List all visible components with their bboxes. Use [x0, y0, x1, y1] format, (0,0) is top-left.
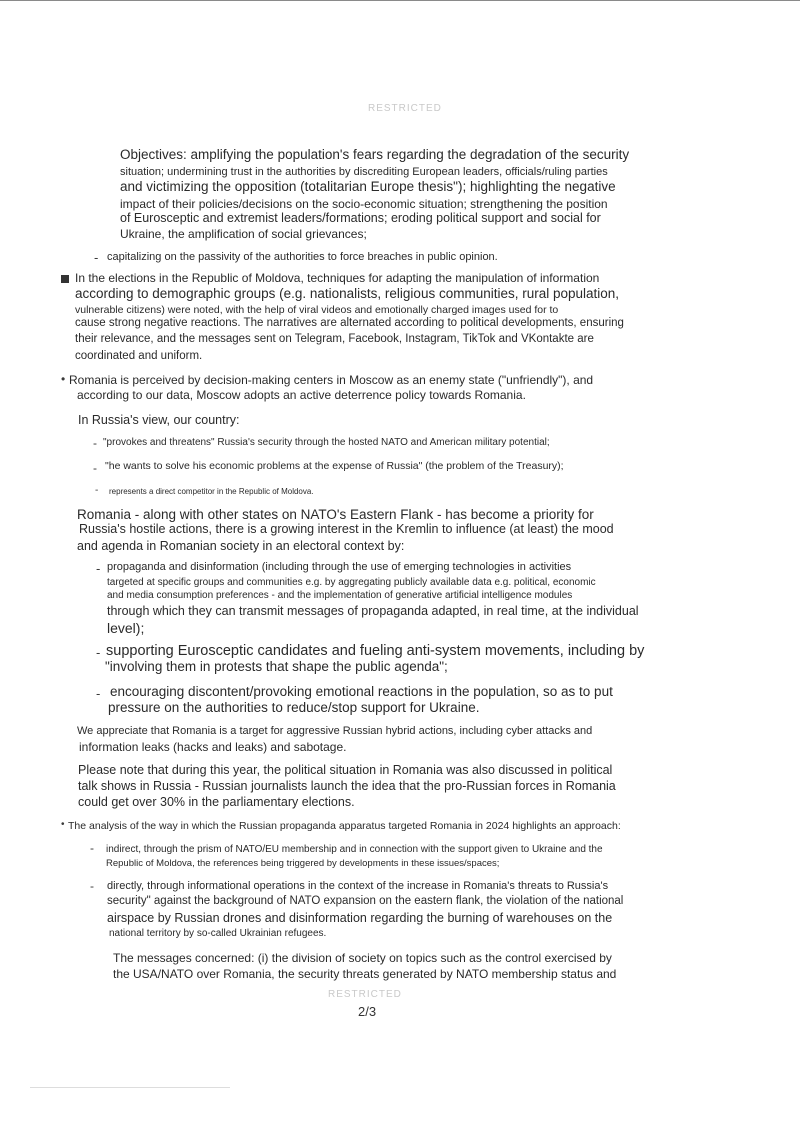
supporting-line: "involving them in protests that shape the public agenda";: [105, 659, 448, 674]
capitalizing-item: capitalizing on the passivity of the authorities to force breaches in public opinion.: [107, 251, 498, 263]
propaganda-line: and media consumption preferences - and the implementation of generative artificial intelligence modules: [107, 590, 573, 601]
indirect-line: indirect, through the prism of NATO/EU membership and in connection with the support given to Ukraine and the: [106, 844, 603, 855]
dot-bullet: •: [61, 372, 66, 386]
moldova-line: cause strong negative reactions. The narratives are alternated according to political developments, ensuring: [75, 317, 624, 329]
note-line: could get over 30% in the parliamentary elections.: [78, 795, 355, 809]
directly-line: directly, through informational operations in the context of the increase in Romania's threats to Russia's: [107, 880, 609, 892]
dash-bullet: -: [93, 461, 97, 475]
header-classification-stamp: RESTRICTED: [368, 103, 442, 114]
note-line: Please note that during this year, the political situation in Romania was also discussed in political: [78, 763, 613, 777]
directly-line: security" against the background of NATO expansion on the eastern flank, the violation of the national: [107, 895, 624, 907]
dash-bullet: -: [93, 436, 97, 450]
russia-view-heading: In Russia's view, our country:: [78, 413, 240, 427]
priority-line: Romania - along with other states on NATO's Eastern Flank - has become a priority for: [77, 507, 594, 522]
moldova-line: their relevance, and the messages sent on Telegram, Facebook, Instagram, TikTok and VKontakte are: [75, 333, 594, 345]
dash-bullet: -: [95, 485, 99, 496]
priority-line: and agenda in Romanian society in an electoral context by:: [77, 539, 405, 553]
romania-enemy-line: according to our data, Moscow adopts an active deterrence policy towards Romania.: [77, 388, 526, 402]
objectives-line: and victimizing the opposition (totalitarian Europe thesis"); highlighting the negative: [120, 179, 616, 194]
propaganda-line: targeted at specific groups and communities e.g. by aggregating publicly available data e.g. political, economic: [107, 577, 596, 588]
objectives-line: impact of their policies/decisions on the socio-economic situation; strengthening the position: [120, 197, 608, 211]
objectives-line: situation; undermining trust in the authorities by discrediting European leaders, officials/ruling parties: [120, 166, 608, 178]
appreciate-line: information leaks (hacks and leaks) and sabotage.: [79, 740, 347, 754]
encouraging-line: pressure on the authorities to reduce/stop support for Ukraine.: [108, 700, 480, 715]
objectives-line: Ukraine, the amplification of social grievances;: [120, 227, 367, 241]
view-item: "he wants to solve his economic problems at the expense of Russia" (the problem of the Treasury);: [105, 460, 564, 472]
messages-line: the USA/NATO over Romania, the security threats generated by NATO membership status and: [113, 967, 617, 981]
view-item: represents a direct competitor in the Republic of Moldova.: [109, 487, 314, 496]
appreciate-line: We appreciate that Romania is a target for aggressive Russian hybrid actions, including cyber attacks and: [77, 725, 593, 737]
dash-bullet: -: [90, 841, 94, 855]
moldova-line: vulnerable citizens) were noted, with the help of viral videos and emotionally charged images used for to: [75, 304, 559, 316]
note-line: talk shows in Russia - Russian journalists launch the idea that the pro-Russian forces in Romania: [78, 779, 616, 793]
moldova-line: coordinated and uniform.: [75, 350, 203, 362]
objectives-line: of Eurosceptic and extremist leaders/formations; eroding political support and social for: [120, 211, 601, 225]
analysis-line: The analysis of the way in which the Russian propaganda apparatus targeted Romania in 2024 highlights an approach:: [68, 820, 621, 832]
propaganda-line: through which they can transmit messages of propaganda adapted, in real time, at the individual: [107, 604, 639, 618]
dash-bullet: -: [94, 250, 99, 265]
indirect-line: Republic of Moldova, the references being triggered by developments in these issues/spaces;: [106, 858, 500, 869]
encouraging-line: encouraging discontent/provoking emotional reactions in the population, so as to put: [110, 684, 613, 699]
dash-bullet: -: [96, 686, 101, 701]
dash-bullet: -: [90, 879, 94, 893]
scan-artifact-line: [30, 1087, 230, 1088]
dot-bullet: •: [61, 819, 65, 830]
objectives-line: Objectives: amplifying the population's fears regarding the degradation of the security: [120, 147, 630, 162]
dash-bullet: -: [96, 561, 101, 576]
propaganda-line: level);: [107, 620, 145, 636]
top-border: [0, 0, 800, 1]
square-bullet-icon: [61, 275, 69, 283]
footer-classification-stamp: RESTRICTED: [328, 989, 402, 1000]
directly-line: national territory by so-called Ukrainian refugees.: [109, 928, 327, 939]
directly-line: airspace by Russian drones and disinformation regarding the burning of warehouses on the: [107, 911, 613, 925]
dash-bullet: -: [96, 645, 101, 660]
page-number: 2/3: [358, 1004, 377, 1019]
romania-enemy-line: Romania is perceived by decision-making centers in Moscow as an enemy state ("unfriendly"), and: [69, 373, 594, 387]
view-item: "provokes and threatens" Russia's security through the hosted NATO and American military potential;: [103, 437, 550, 448]
moldova-line: In the elections in the Republic of Moldova, techniques for adapting the manipulation of information: [75, 271, 600, 285]
moldova-line: according to demographic groups (e.g. nationalists, religious communities, rural population,: [75, 286, 620, 301]
supporting-line: supporting Eurosceptic candidates and fueling anti-system movements, including by: [106, 643, 645, 659]
messages-line: The messages concerned: (i) the division of society on topics such as the control exercised by: [113, 951, 612, 965]
propaganda-line: propaganda and disinformation (including through the use of emerging technologies in activities: [107, 561, 572, 573]
priority-line: Russia's hostile actions, there is a growing interest in the Kremlin to influence (at least) the mood: [79, 522, 614, 536]
